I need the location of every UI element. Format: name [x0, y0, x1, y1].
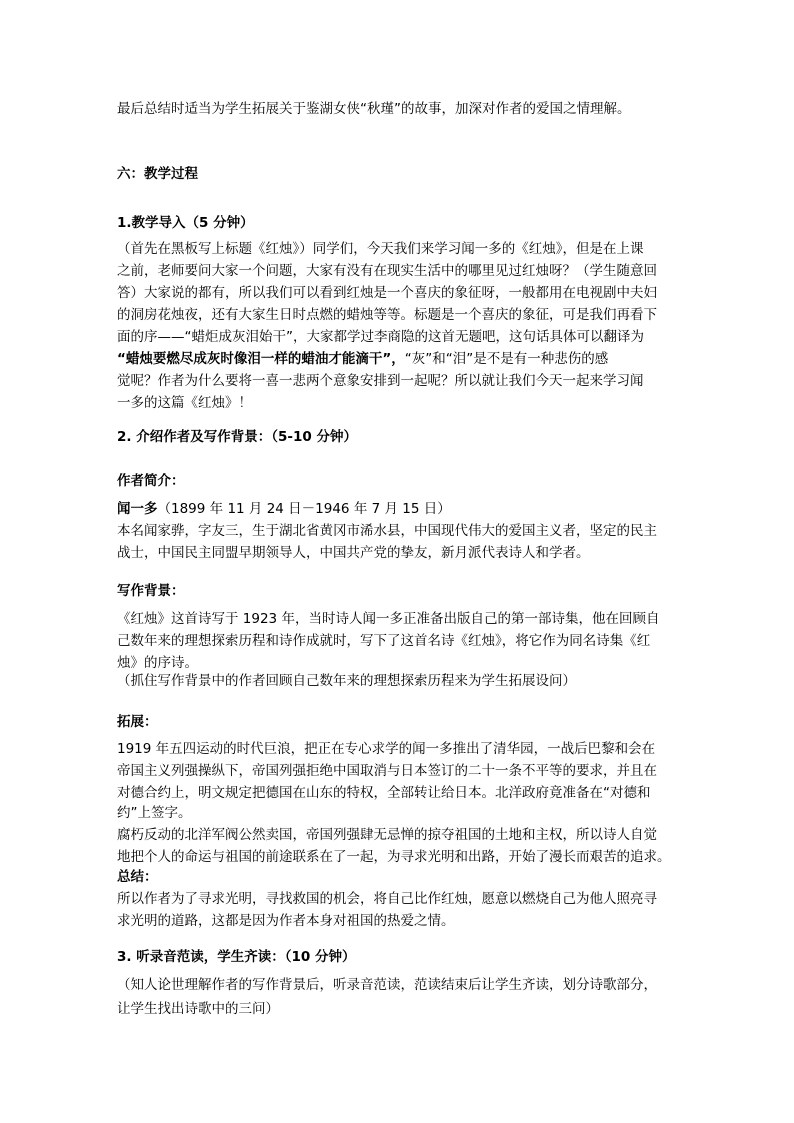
background-line: 《红烛》这首诗写于 1923 年，当时诗人闻一多正准备出版自己的第一部诗集，他在回顾自: [117, 611, 660, 627]
background-line: 烛》的序诗。: [117, 655, 198, 671]
step3-line: （知人论世理解作者的写作背景后，听录音范读，范读结束后让学生齐读，划分诗歌部分，: [117, 977, 657, 993]
author-heading: 作者简介：: [117, 473, 185, 489]
intro-paragraph: 最后总结时适当为学生拓展关于鉴湖女侠“秋瑾”的故事，加深对作者的爱国之情理解。: [117, 101, 631, 117]
step2-heading: 2. 介绍作者及写作背景：（5-10 分钟）: [117, 429, 357, 445]
author-line: 本名闻家骅，字友三，生于湖北省黄冈市浠水县，中国现代伟大的爱国主义者，坚定的民主: [117, 523, 657, 539]
step1-heading: 1.教学导入（5 分钟）: [117, 215, 254, 231]
background-line: （抓住写作背景中的作者回顾自己数年来的理想探索历程来为学生拓展设问）: [117, 673, 576, 689]
step1-line: 觉呢？作者为什么要将一喜一悲两个意象安排到一起呢？所以就让我们今天一起来学习闻: [117, 373, 644, 389]
background-heading: 写作背景：: [117, 583, 185, 599]
extension-line: 1919 年五四运动的时代巨浪，把正在专心求学的闻一多推出了清华园，一战后巴黎和会在: [117, 741, 656, 757]
extension-line: 腐朽反动的北洋军阀公然卖国，帝国列强肆无忌惮的掠夺祖国的土地和主权，所以诗人自觉: [117, 827, 657, 843]
author-line: 战士，中国民主同盟早期领导人，中国共产党的挚友，新月派代表诗人和学者。: [117, 545, 590, 561]
extension-line: 约”上签字。: [117, 805, 192, 821]
author-dates: （1899 年 11 月 24 日－1946 年 7 月 15 日）: [157, 501, 451, 517]
step1-line: 之前，老师要问大家一个问题，大家有没有在现实生活中的哪里见过红烛呀？（学生随意回: [117, 263, 657, 279]
section-title: 六：教学过程: [117, 166, 198, 182]
extension-line: 帝国主义列强操纵下，帝国列强拒绝中国取消与日本签订的二十一条不平等的要求，并且在: [117, 763, 657, 779]
author-name-line: [117, 498, 451, 520]
step1-line: （首先在黑板写上标题《红烛》）同学们，今天我们来学习闻一多的《红烛》，但是在上课: [117, 241, 644, 257]
summary-line: 所以作者为了寻求光明，寻找救国的机会，将自己比作红烛，愿意以燃烧自己为他人照亮寻: [117, 891, 657, 907]
step3-line: 让学生找出诗歌中的三问）: [117, 1001, 279, 1017]
step1-line-rest: “灰”和“泪”是不是有一种悲伤的感: [404, 351, 609, 367]
extension-line: 对德合约上，明文规定把德国在山东的特权，全部转让给日本。北洋政府竟准备在“对德和: [117, 785, 651, 801]
step1-line: 的洞房花烛夜，还有大家生日时点燃的蜡烛等等。标题是一个喜庆的象征，可是我们再看下: [117, 307, 657, 323]
background-line: 己数年来的理想探索历程和诗作成就时，写下了这首名诗《红烛》，将它作为同名诗集《红: [117, 633, 651, 649]
step3-heading: 3. 听录音范读，学生齐读：（10 分钟）: [117, 949, 356, 965]
step1-line: 答）大家说的都有，所以我们可以看到红烛是一个喜庆的象征呀，一般都用在电视剧中夫妇: [117, 285, 657, 301]
extension-line: 地把个人的命运与祖国的前途联系在了一起，为寻求光明和出路，开始了漫长而艰苦的追求。: [117, 849, 671, 865]
extension-heading: 拓展：: [117, 714, 158, 730]
summary-heading: 总结：: [117, 869, 158, 885]
step1-line-mixed: [117, 348, 608, 370]
step1-line: 一多的这篇《红烛》！: [117, 395, 252, 411]
summary-line: 求光明的道路，这都是因为作者本身对祖国的热爱之情。: [117, 913, 455, 929]
author-name: 闻一多: [117, 501, 158, 517]
step1-line: 面的序——“蜡炬成灰泪始干”，大家都学过李商隐的这首无题吧，这句话具体可以翻译为: [117, 329, 644, 345]
step1-bold-translation: “蜡烛要燃尽成灰时像泪一样的蜡油才能滴干”，: [117, 351, 405, 367]
